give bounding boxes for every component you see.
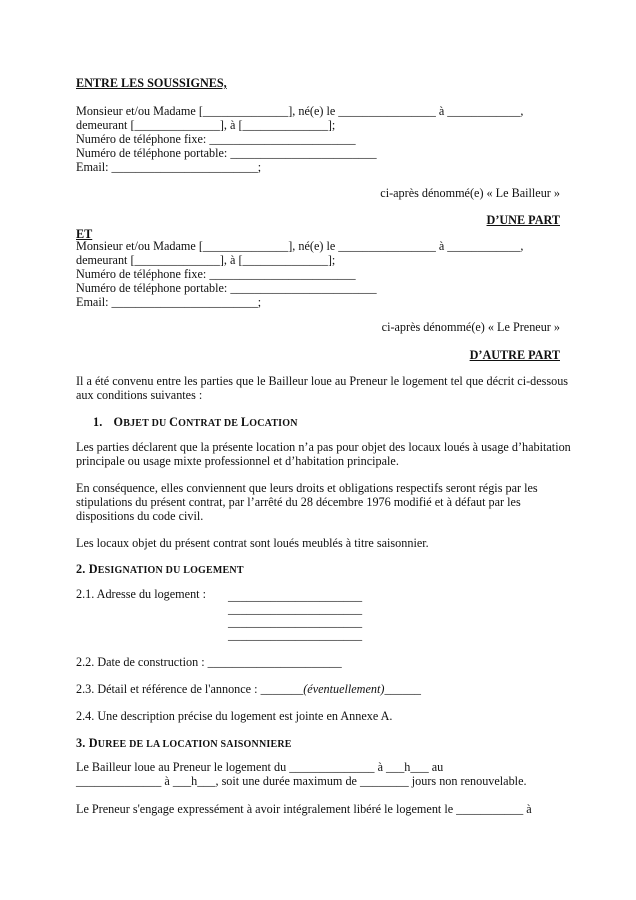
party1-line1: Monsieur et/ou Madame [______________], né(e) le ________________ à ____________, <box>76 104 524 118</box>
party2-line2: demeurant [______________], à [______________]; <box>76 253 336 267</box>
section1-p1-line2: principale ou usage mixte professionnel et d’habitation principale. <box>76 454 399 468</box>
section3-p1-line2: ______________ à ___h___, soit une durée maximum de ________ jours non renouvelable. <box>76 774 527 788</box>
bailleur-designation: ci-après dénommé(e) « Le Bailleur » <box>380 186 560 200</box>
party1-line3: Numéro de téléphone fixe: ________________________ <box>76 132 356 146</box>
section2-heading: 2. DESIGNATION DU LOGEMENT <box>76 562 244 576</box>
party2-line5: Email: ________________________; <box>76 295 262 309</box>
description-line: 2.4. Une description précise du logement est jointe en Annexe A. <box>76 709 393 723</box>
section1-p3: Les locaux objet du présent contrat sont loués meublés à titre saisonnier. <box>76 536 429 550</box>
dautre-part-label: D’AUTRE PART <box>469 348 560 362</box>
preneur-designation: ci-après dénommé(e) « Le Preneur » <box>381 320 560 334</box>
header-title: ENTRE LES SOUSSIGNES, <box>76 76 227 90</box>
dune-part-label: D’UNE PART <box>486 213 560 227</box>
party1-line2: demeurant [______________], à [______________]; <box>76 118 336 132</box>
section1-p2-line2: stipulations du présent contrat, par l’arrêté du 28 décembre 1976 modifié et à défaut par les <box>76 495 521 509</box>
et-label: ET <box>76 227 93 241</box>
party2-line1: Monsieur et/ou Madame [______________], né(e) le ________________ à ____________, <box>76 239 524 253</box>
party1-line5: Email: ________________________; <box>76 160 262 174</box>
section1-p2-line1: En conséquence, elles conviennent que leurs droits et obligations respectifs seront régis par les <box>76 481 538 495</box>
party2-line4: Numéro de téléphone portable: ________________________ <box>76 281 377 295</box>
section1-p2-line3: dispositions du code civil. <box>76 509 204 523</box>
party1-line4: Numéro de téléphone portable: ________________________ <box>76 146 377 160</box>
construction-date-line: 2.2. Date de construction : ______________________ <box>76 655 342 669</box>
section3-heading: 3. DUREE DE LA LOCATION SAISONNIERE <box>76 736 292 750</box>
intro-line1: Il a été convenu entre les parties que le Bailleur loue au Preneur le logement tel que décrit ci-dessous <box>76 374 569 388</box>
section3-p1-line1: Le Bailleur loue au Preneur le logement du ______________ à ___h___ au <box>76 760 444 774</box>
intro-line2: aux conditions suivantes : <box>76 388 203 402</box>
address-label: 2.1. Adresse du logement : <box>76 587 206 601</box>
section1-heading: 1. OBJET DU CONTRAT DE LOCATION <box>93 415 298 429</box>
address-line-2: ______________________ <box>228 602 363 616</box>
address-line-3: ______________________ <box>228 615 363 629</box>
section3-p2-line1: Le Preneur s'engage expressément à avoir intégralement libéré le logement le ___________ à <box>76 802 532 816</box>
address-line-1: ______________________ <box>228 589 363 603</box>
annonce-line: 2.3. Détail et référence de l'annonce : _______(éventuellement)______ <box>76 682 421 696</box>
section1-p1-line1: Les parties déclarent que la présente location n’a pas pour objet des locaux loués à usage d’habitation <box>76 440 571 454</box>
address-line-4: ______________________ <box>228 628 363 642</box>
party2-line3: Numéro de téléphone fixe: ________________________ <box>76 267 356 281</box>
